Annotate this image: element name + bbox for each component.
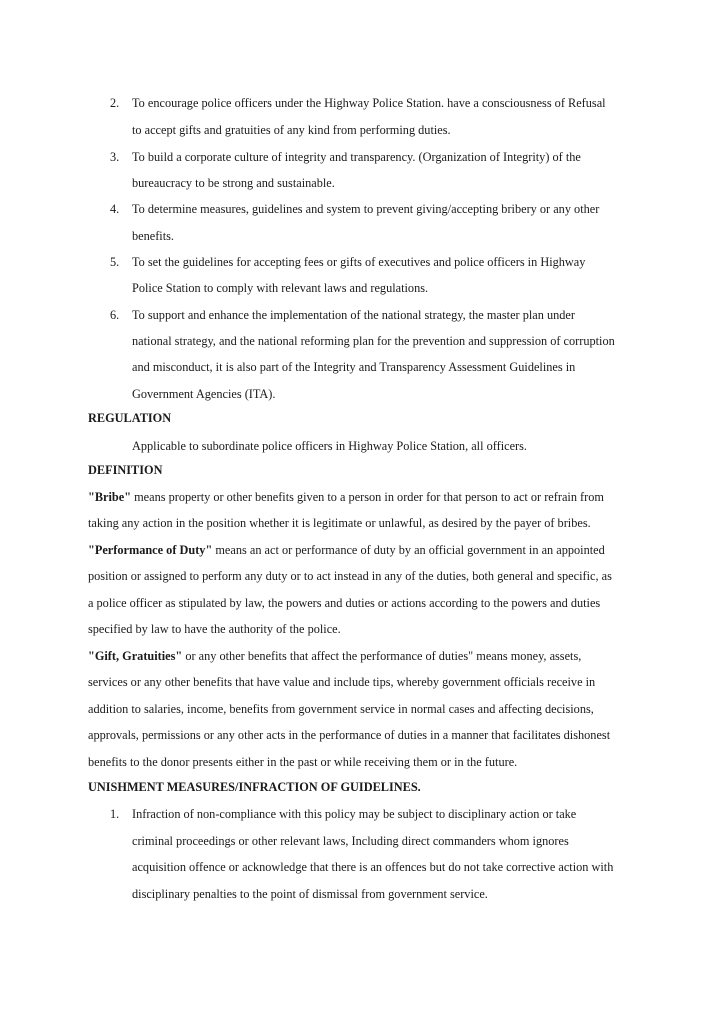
list-item-line: and misconduct, it is also part of the Integrity and Transparency Assessment Guidelines in: [132, 360, 576, 374]
definition-text: means an act or performance of duty by an official government in an appointed: [212, 543, 605, 557]
punishment-heading: UNISHMENT MEASURES/INFRACTION OF GUIDELINES.: [88, 780, 421, 794]
definition-bribe: [88, 489, 604, 505]
definition-term: "Performance of Duty": [88, 543, 213, 557]
list-item-line: national strategy, and the national reforming plan for the prevention and suppression of corruption: [132, 334, 615, 348]
definition-line: approvals, permissions or any other acts in the performance of duties in a manner that facilitates dishonest: [88, 728, 611, 742]
regulation-heading: REGULATION: [88, 411, 172, 425]
list-item-line: disciplinary penalties to the point of dismissal from government service.: [132, 887, 488, 901]
definition-term: "Gift, Gratuities": [88, 649, 183, 663]
definition-term: "Bribe": [88, 490, 132, 504]
definition-heading: DEFINITION: [88, 463, 163, 477]
list-item-line: Infraction of non-compliance with this policy may be subject to disciplinary action or take: [132, 807, 577, 821]
list-item-number: 1.: [110, 807, 120, 821]
list-item-number: 3.: [110, 150, 120, 164]
list-item-line: To encourage police officers under the Highway Police Station. have a consciousness of Refusal: [132, 96, 606, 110]
list-item-line: criminal proceedings or other relevant laws, Including direct commanders whom ignores: [132, 834, 569, 848]
list-item-line: To set the guidelines for accepting fees or gifts of executives and police officers in Highway: [132, 255, 586, 269]
definition-line: specified by law to have the authority of the police.: [88, 622, 341, 636]
definition-line: taking any action in the position whether it is legitimate or unlawful, as desired by the payer of bribes.: [88, 516, 591, 530]
definition-duty: [88, 542, 605, 558]
list-item-line: To determine measures, guidelines and system to prevent giving/accepting bribery or any other: [132, 202, 600, 216]
list-item-line: To support and enhance the implementation of the national strategy, the master plan under: [132, 308, 575, 322]
definition-line: position or assigned to perform any duty or to act instead in any of the duties, both general and specific, as: [88, 569, 612, 583]
list-item-line: Government Agencies (ITA).: [132, 387, 276, 401]
regulation-text: Applicable to subordinate police officers in Highway Police Station, all officers.: [132, 439, 527, 453]
definition-gift: [88, 648, 581, 664]
list-item-line: benefits.: [132, 229, 175, 243]
definition-line: benefits to the donor presents either in the past or while receiving them or in the future.: [88, 755, 518, 769]
list-item-number: 6.: [110, 308, 120, 322]
list-item-line: to accept gifts and gratuities of any kind from performing duties.: [132, 123, 451, 137]
list-item-number: 4.: [110, 202, 120, 216]
list-item-line: Police Station to comply with relevant laws and regulations.: [132, 281, 429, 295]
list-item-line: To build a corporate culture of integrity and transparency. (Organization of Integrity) of the: [132, 150, 581, 164]
list-item-line: acquisition offence or acknowledge that there is an offences but do not take corrective action with: [132, 860, 614, 874]
definition-text: means property or other benefits given to a person in order for that person to act or refrain from: [131, 490, 604, 504]
definition-line: addition to salaries, income, benefits from government service in normal cases and affecting decisions,: [88, 702, 594, 716]
list-item-line: bureaucracy to be strong and sustainable.: [132, 176, 335, 190]
list-item-number: 2.: [110, 96, 120, 110]
definition-line: services or any other benefits that have value and include tips, whereby government officials receive in: [88, 675, 596, 689]
definition-text: or any other benefits that affect the performance of duties" means money, assets,: [182, 649, 582, 663]
list-item-number: 5.: [110, 255, 120, 269]
definition-line: a police officer as stipulated by law, the powers and duties or actions according to the powers and duties: [88, 596, 601, 610]
